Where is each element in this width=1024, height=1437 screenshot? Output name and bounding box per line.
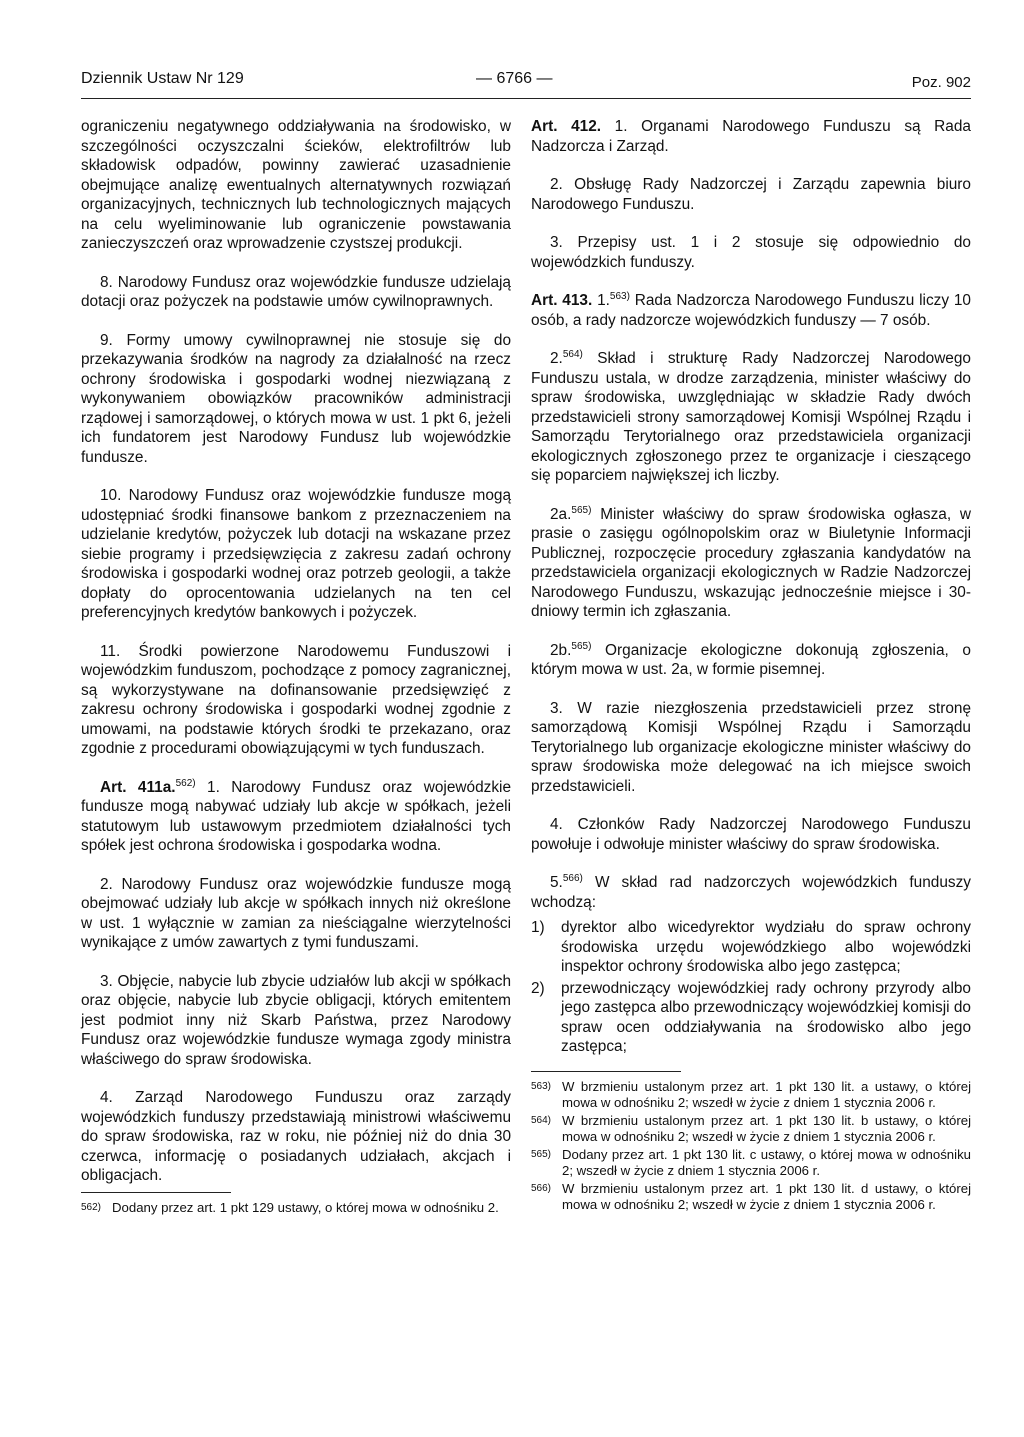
paragraph-number: 2b.	[550, 641, 572, 659]
footnote-text: W brzmieniu ustalonym przez art. 1 pkt 130 lit. b ustawy, o której mowa w odnośniku 2; wszedł w życie z dniem 1 stycznia 2006 r.	[562, 1112, 971, 1144]
paragraph-text: W skład rad nadzorczych wojewódzkich funduszy wchodzą:	[531, 874, 971, 911]
list-number: 1)	[531, 919, 545, 936]
paragraph-number: 2.	[550, 350, 563, 367]
footnote-ref-565b: 565)	[571, 640, 592, 652]
footnote-text: Dodany przez art. 1 pkt 130 lit. c ustawy, o której mowa w odnośniku 2; wszedł w życie z dniem 1 stycznia 2006 r.	[562, 1146, 971, 1178]
article-413-label: Art. 413.	[531, 292, 593, 309]
right-column	[531, 117, 971, 1215]
footnote-number: 565)	[531, 1148, 552, 1160]
footnote-562	[81, 1200, 511, 1217]
article-413-text: Rada Nadzorcza Narodowego Funduszu liczy 10 osób, a rady nadzorcze wojewódzkich funduszy — 7 osób.	[531, 292, 971, 329]
position-number: Poz. 902	[911, 74, 971, 91]
footnote-text: W brzmieniu ustalonym przez art. 1 pkt 130 lit. a ustawy, o której mowa w odnośniku 2; wszedł w życie z dniem 1 stycznia 2006 r.	[562, 1078, 971, 1110]
paragraph-413-2b	[531, 641, 971, 680]
footnotes-left	[81, 1200, 511, 1217]
list-number: 2)	[531, 979, 545, 997]
paragraph-413-5	[531, 873, 971, 912]
paragraph-412-3: 3. Przepisy ust. 1 i 2 stosuje się odpowiednio do wojewódzkich funduszy.	[531, 234, 971, 271]
members-list	[531, 918, 971, 1057]
article-413	[531, 291, 971, 330]
paragraph-411a-2: 2. Narodowy Fundusz oraz wojewódzkie fundusze mogą obejmować udziały lub akcje w spółkach innych niż określone w ust. 1 wyłącznie w zamian za nieściągalne wierzytelności wynikające z umów zawartych z tymi funduszami.	[81, 875, 511, 951]
article-413-number: 1.	[592, 292, 610, 309]
footnote-ref-564: 564)	[562, 349, 583, 360]
footnote-number: 562)	[81, 1201, 102, 1213]
article-412	[531, 117, 971, 156]
paragraph-413-2a	[531, 505, 971, 622]
list-item	[531, 979, 971, 1057]
paragraph-412-2: 2. Obsługę Rady Nadzorczej i Zarządu zapewnia biuro Narodowego Funduszu.	[531, 176, 971, 213]
header-rule	[81, 98, 971, 99]
paragraph-411a-3: 3. Objęcie, nabycie lub zbycie udziałów lub akcji w spółkach oraz objęcie, nabycie lub zbycie obligacji, których emitentem jest podmiot inny niż Skarb Państwa, przez Narodowy Fundusz oraz wojewódzkie fundusze wymaga zgody ministra właściwego do spraw środowiska.	[81, 972, 511, 1068]
footnote-text: Dodany przez art. 1 pkt 129 ustawy, o której mowa w odnośniku 2.	[112, 1199, 499, 1215]
paragraph-411a-4: 4. Zarząd Narodowego Funduszu oraz zarządy wojewódzkich funduszy przedstawiają ministrowi właściwemu do spraw środowiska, raz w roku, nie później niż do dnia 30 czerwca, informację o posiadanych udziałach, akcjach i obligacjach.	[81, 1089, 511, 1184]
article-411a-text: 1. Narodowy Fundusz oraz wojewódzkie fundusze mogą nabywać udziały lub akcje w spółkach, jeżeli statutowym lub ustawowym przedmiotem działalności tych spółek jest ochrona środowiska i gospodarka wodna.	[81, 778, 512, 854]
page-header	[81, 70, 971, 96]
paragraph-10: 10. Narodowy Fundusz oraz wojewódzkie fundusze mogą udostępniać środki finansowe bankom z przeznaczeniem na udzielanie kredytów, pożyczek lub dotacji na wskazane przez siebie programy i przedsięwzięcia z zakresu zadań ochrony środowiska i gospodarki wodnej oraz potrzeb geologii, a także dopłaty do oprocentowania udzielanych na ten cel preferencyjnych kredytów bankowych i pożyczek.	[81, 487, 511, 621]
paragraph-text: Minister właściwy do spraw środowiska ogłasza, w prasie o zasięgu ogólnopolskim oraz w Biuletynie Informacji Publicznej, rozpoczęcie procedury zgłaszania kandydatów na przedstawiciela organizacji ekologicznych w Radzie Nadzorczej Narodowego Funduszu, wskazując jednocześnie miejsce i 30-dniowy termin ich zgłaszania.	[531, 505, 971, 620]
footnote-rule	[81, 1192, 231, 1193]
footnote-ref-565: 565)	[571, 504, 592, 516]
article-412-label: Art. 412.	[531, 118, 602, 135]
article-412-text: 1. Organami Narodowego Funduszu są Rada Nadzorcza i Zarząd.	[531, 118, 971, 155]
paragraph-text: Organizacje ekologiczne dokonują zgłoszenia, o którym mowa w ust. 2a, w formie pisemnej.	[531, 641, 971, 678]
paragraph-413-3: 3. W razie niezgłoszenia przedstawicieli przez stronę samorządową Komisji Wspólnej Rządu i Samorządu Terytorialnego lub organizacje ekologiczne minister właściwy do spraw środowiska może delegować na ich miejsce swoich przedstawicieli.	[531, 699, 971, 795]
footnote-number: 564)	[531, 1114, 552, 1126]
footnote-564	[531, 1113, 971, 1146]
list-text: dyrektor albo wicedyrektor wydziału do spraw ochrony środowiska urzędu wojewódzkiego albo wojewódzki inspektor ochrony środowiska albo jego zastępca;	[561, 919, 971, 975]
footnote-563	[531, 1079, 971, 1112]
footnote-ref-566: 566)	[562, 873, 583, 884]
journal-title: Dziennik Ustaw Nr 129	[81, 70, 244, 87]
footnote-text: W brzmieniu ustalonym przez art. 1 pkt 130 lit. d ustawy, o której mowa w odnośniku 2; wszedł w życie z dniem 1 stycznia 2006 r.	[562, 1180, 971, 1212]
paragraph-continuation: ograniczeniu negatywnego oddziaływania na środowisko, w szczególności oczyszczalni ścieków, elektrofiltrów lub składowisk odpadów, powinny zawierać uzasadnienie obejmujące analizę ewentualnych alternatywnych rozwiązań organizacyjnych, technicznych lub technologicznych mających na celu wyeliminowanie lub ograniczenie powstawania zanieczyszczeń oraz wprowadzenie czystszej produkcji.	[81, 118, 511, 252]
article-411a	[81, 778, 511, 856]
footnote-number: 566)	[531, 1182, 552, 1194]
left-column	[81, 117, 511, 1217]
page-number: — 6766 —	[476, 70, 553, 87]
paragraph-number: 2a.	[550, 505, 572, 523]
paragraph-8: 8. Narodowy Fundusz oraz wojewódzkie fundusze udzielają dotacji oraz pożyczek na podstawie umów cywilnoprawnych.	[81, 273, 511, 310]
paragraph-text: Skład i strukturę Rady Nadzorczej Narodowego Funduszu ustala, w drodze zarządzenia, minister właściwy do spraw środowiska, uwzględniając w składzie Rady dwóch przedstawicieli strony samorządowej Komisji Wspólnej Rządu i Samorządu Terytorialnego oraz przedstawiciela organizacji ekologicznych zgłoszonego przez te organizacje i cieszącego się poparciem największej ich liczby.	[531, 350, 971, 484]
paragraph-9: 9. Formy umowy cywilnoprawnej nie stosuje się do przekazywania środków na nagrody za działalność na rzecz ochrony środowiska i gospodarki wodnej niezwiązaną z wykonywaniem obowiązków pracowników administracji rządowej i samorządowej, o których mowa w ust. 1 pkt 6, jeżeli ich fundatorem jest Narodowy Fundusz lub wojewódzkie fundusze.	[81, 331, 511, 466]
list-item	[531, 918, 971, 977]
footnote-rule	[531, 1071, 681, 1072]
paragraph-number: 5.	[550, 874, 563, 891]
footnotes-right	[531, 1079, 971, 1214]
article-411a-label: Art. 411a.	[100, 778, 176, 796]
footnote-565	[531, 1147, 971, 1180]
footnote-566	[531, 1181, 971, 1214]
paragraph-11: 11. Środki powierzone Narodowemu Funduszowi i wojewódzkim funduszom, pochodzące z pomocy zagranicznej, są wykorzystywane na dofinansowanie przedsięwzięć z zakresu ochrony środowiska i gospodarki wodnej zgodnie z umowami, na podstawie których środki te przekazano, oraz zgodnie z procedurami obowiązującymi w tych funduszach.	[81, 642, 511, 757]
paragraph-413-2	[531, 349, 971, 486]
list-text: przewodniczący wojewódzkiej rady ochrony przyrody albo jego zastępca albo przewodniczący wojewódzkiej komisji do spraw ocen oddziaływania na środowisko albo jego zastępca;	[561, 979, 971, 1055]
footnote-number: 563)	[531, 1080, 552, 1092]
paragraph-413-4: 4. Członków Rady Nadzorczej Narodowego Funduszu powołuje i odwołuje minister właściwy do spraw środowiska.	[531, 816, 971, 853]
footnote-ref-562: 562)	[175, 777, 196, 789]
footnote-ref-563: 563)	[609, 291, 630, 302]
